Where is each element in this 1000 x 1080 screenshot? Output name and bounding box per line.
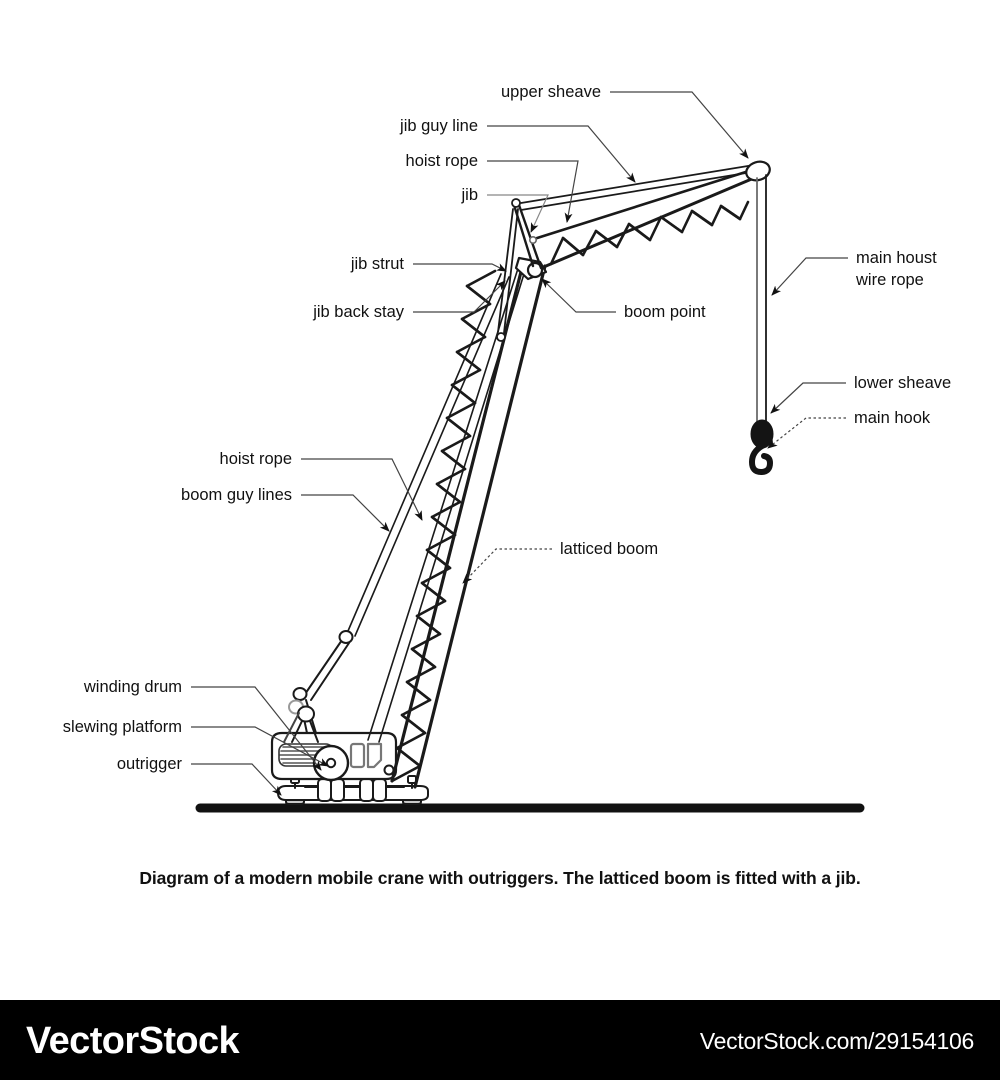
main-hoist-wire-rope <box>757 175 766 425</box>
winding-drum-hub <box>327 759 335 767</box>
jib-guy-line-leader <box>487 126 635 182</box>
latticed-boom <box>392 258 546 787</box>
label-jib-back-stay: jib back stay <box>313 303 404 321</box>
label-lower-sheave: lower sheave <box>854 374 952 392</box>
label-slewing-platform: slewing platform <box>62 718 182 736</box>
boom-guy-line-1 <box>348 274 501 631</box>
boom-guy-lines-leader <box>301 495 389 531</box>
leader-lines <box>191 92 848 795</box>
vectorstock-url: VectorStock.com/29154106 <box>699 1028 974 1054</box>
main-hoist-rope-leader <box>772 258 848 295</box>
crane-illustration <box>200 159 860 808</box>
jib-strut-leader <box>413 264 506 271</box>
label-outrigger: outrigger <box>116 755 182 773</box>
diagram-labels <box>63 83 951 773</box>
watermark-bar <box>0 1000 1000 1080</box>
jib-guy-line <box>521 165 754 210</box>
outrigger-pad-right <box>403 800 421 804</box>
slewing-platform-body <box>272 733 396 780</box>
cab-window-left <box>351 744 364 767</box>
latticed-boom-leader <box>463 549 552 583</box>
label-jib-strut: jib strut <box>350 255 404 273</box>
boom-point-leader <box>542 279 616 312</box>
diagram-caption: Diagram of a modern mobile crane with outriggers. The latticed boom is fitted with a jib. <box>139 868 861 888</box>
main-hook <box>752 446 770 472</box>
jib-chord-top <box>534 170 752 239</box>
mast-strut-outer-b <box>311 643 349 700</box>
mast-sheave-main <box>298 707 314 722</box>
label-upper-sheave: upper sheave <box>501 83 601 101</box>
label-main-hoist-wire-rope-line1: main houst <box>856 249 937 267</box>
label-main-hoist-wire-rope-line2: wire rope <box>856 271 924 289</box>
track-block-3 <box>360 779 373 801</box>
jib-guy-line-upper <box>521 165 754 203</box>
outrigger-leader <box>191 764 281 795</box>
vectorstock-logo: VectorStock <box>26 1020 240 1062</box>
jib-strut-head-pivot <box>512 199 520 207</box>
label-boom-guy-lines: boom guy lines <box>181 486 292 504</box>
track-block-1 <box>318 779 331 801</box>
label-jib-guy-line: jib guy line <box>400 117 478 135</box>
mast-head-sheave <box>340 631 353 643</box>
mast-strut-outer-a <box>303 640 342 697</box>
mast-assembly <box>284 631 353 742</box>
track-block-4 <box>373 779 386 801</box>
label-latticed-boom: latticed boom <box>560 540 659 558</box>
lower-sheave-leader <box>771 383 846 413</box>
hoist-rope-top-leader <box>487 161 578 222</box>
track-block-2 <box>331 779 344 801</box>
boom-foot-pivot <box>385 766 394 775</box>
label-boom-point: boom point <box>624 303 706 321</box>
outrigger-beam <box>278 786 428 800</box>
jib-back-stay-anchor <box>497 333 505 341</box>
label-hoist-rope-top: hoist rope <box>405 152 478 170</box>
outrigger-pad-left <box>286 800 304 804</box>
boom-guy-line-2 <box>355 277 509 636</box>
jib-heel-pin <box>530 237 536 243</box>
jib-guy-line-lower <box>521 172 752 210</box>
main-hook-leader <box>768 418 846 448</box>
jib-structure <box>530 159 772 266</box>
jib-lattice-web <box>551 202 748 264</box>
label-jib: jib <box>461 186 478 204</box>
upper-sheave-leader <box>610 92 748 158</box>
hoist-rope-left-leader <box>301 459 422 520</box>
label-main-hook: main hook <box>854 409 931 427</box>
label-winding-drum: winding drum <box>83 678 182 696</box>
mast-lower-sheave <box>294 688 307 700</box>
outrigger-assembly <box>278 776 428 804</box>
label-hoist-rope-left: hoist rope <box>219 450 292 468</box>
jib-chord-bottom <box>546 178 754 266</box>
